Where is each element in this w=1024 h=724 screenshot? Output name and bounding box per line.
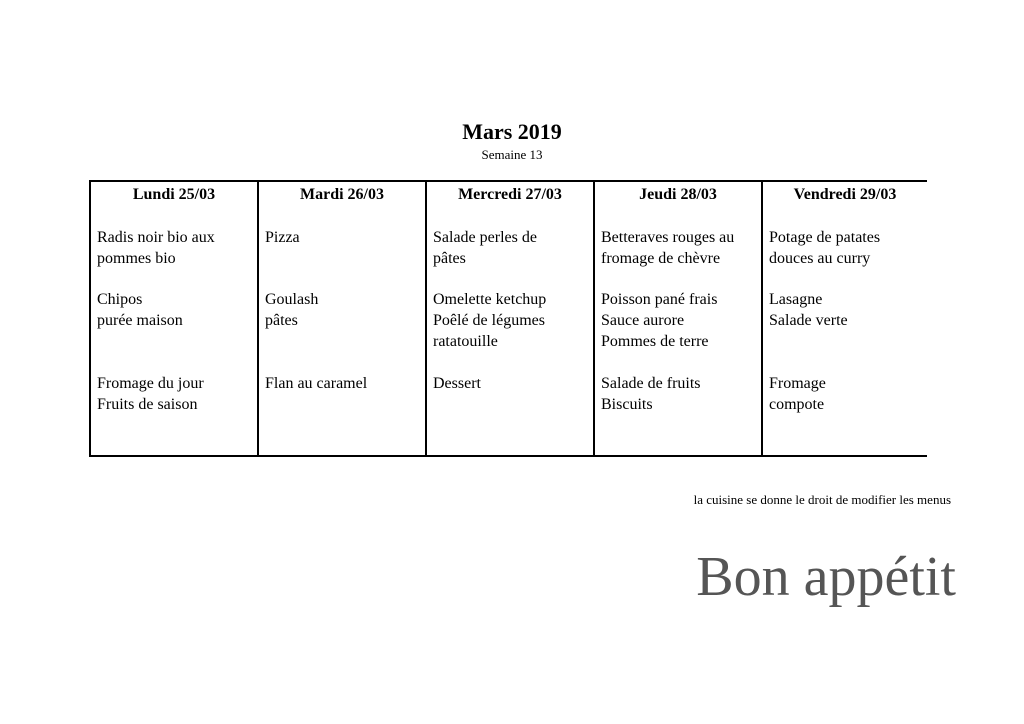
day-column-tuesday bbox=[257, 182, 425, 455]
menu-line: pâtes bbox=[433, 250, 466, 267]
menu-line: Goulash bbox=[265, 291, 319, 308]
menu-line: Biscuits bbox=[601, 396, 653, 413]
menu-disclaimer: la cuisine se donne le droit de modifier les menus bbox=[693, 492, 951, 507]
menu-line: Salade perles de bbox=[433, 229, 537, 246]
menu-line: ratatouille bbox=[433, 333, 498, 350]
menu-line: Dessert bbox=[433, 375, 481, 392]
dessert-course bbox=[433, 373, 589, 394]
menu-line: Flan au caramel bbox=[265, 375, 368, 392]
menu-line: Fruits de saison bbox=[97, 396, 198, 413]
menu-line: fromage de chèvre bbox=[601, 250, 721, 267]
weekly-menu-table bbox=[89, 180, 927, 457]
day-column-monday bbox=[89, 182, 257, 455]
main-course bbox=[601, 289, 757, 352]
menu-line: Chipos bbox=[97, 291, 143, 308]
day-column-wednesday bbox=[425, 182, 593, 455]
day-header: Mercredi 27/03 bbox=[458, 186, 562, 203]
day-header: Vendredi 29/03 bbox=[793, 186, 897, 203]
menu-line: Potage de patates bbox=[769, 229, 881, 246]
menu-line: Salade verte bbox=[769, 312, 848, 329]
main-course bbox=[433, 289, 589, 352]
week-subtitle: Semaine 13 bbox=[481, 147, 543, 162]
main-course bbox=[265, 289, 421, 331]
menu-line: Salade de fruits bbox=[601, 375, 701, 392]
day-header: Lundi 25/03 bbox=[132, 186, 216, 203]
day-header: Mardi 26/03 bbox=[300, 186, 384, 203]
dessert-course bbox=[769, 373, 923, 415]
menu-line: Pizza bbox=[265, 229, 300, 246]
main-course bbox=[769, 289, 923, 331]
menu-line: Omelette ketchup bbox=[433, 291, 547, 308]
day-column-friday bbox=[761, 182, 927, 455]
day-column-thursday bbox=[593, 182, 761, 455]
menu-line: Poisson pané frais bbox=[601, 291, 718, 308]
starter-course bbox=[601, 227, 757, 269]
starter-course bbox=[769, 227, 923, 269]
menu-line: Betteraves rouges au bbox=[601, 229, 735, 246]
menu-line: Poêlé de légumes bbox=[433, 312, 545, 329]
menu-line: compote bbox=[769, 396, 825, 413]
menu-line: purée maison bbox=[97, 312, 183, 329]
menu-line: Pommes de terre bbox=[601, 333, 709, 350]
starter-course bbox=[433, 227, 589, 269]
dessert-course bbox=[97, 373, 253, 415]
bon-appetit-text: Bon appétit bbox=[696, 546, 956, 608]
day-header: Jeudi 28/03 bbox=[639, 186, 717, 203]
dessert-course bbox=[265, 373, 421, 394]
dessert-course bbox=[601, 373, 757, 415]
menu-line: douces au curry bbox=[769, 250, 871, 267]
menu-line: Sauce aurore bbox=[601, 312, 685, 329]
starter-course bbox=[97, 227, 253, 269]
main-course bbox=[97, 289, 253, 331]
menu-line: Fromage du jour bbox=[97, 375, 204, 392]
menu-line: Fromage bbox=[769, 375, 826, 392]
menu-line: Radis noir bio aux bbox=[97, 229, 215, 246]
starter-course bbox=[265, 227, 421, 248]
menu-line: pommes bio bbox=[97, 250, 176, 267]
menu-line: Lasagne bbox=[769, 291, 823, 308]
page-title: Mars 2019 bbox=[462, 119, 562, 144]
menu-line: pâtes bbox=[265, 312, 298, 329]
